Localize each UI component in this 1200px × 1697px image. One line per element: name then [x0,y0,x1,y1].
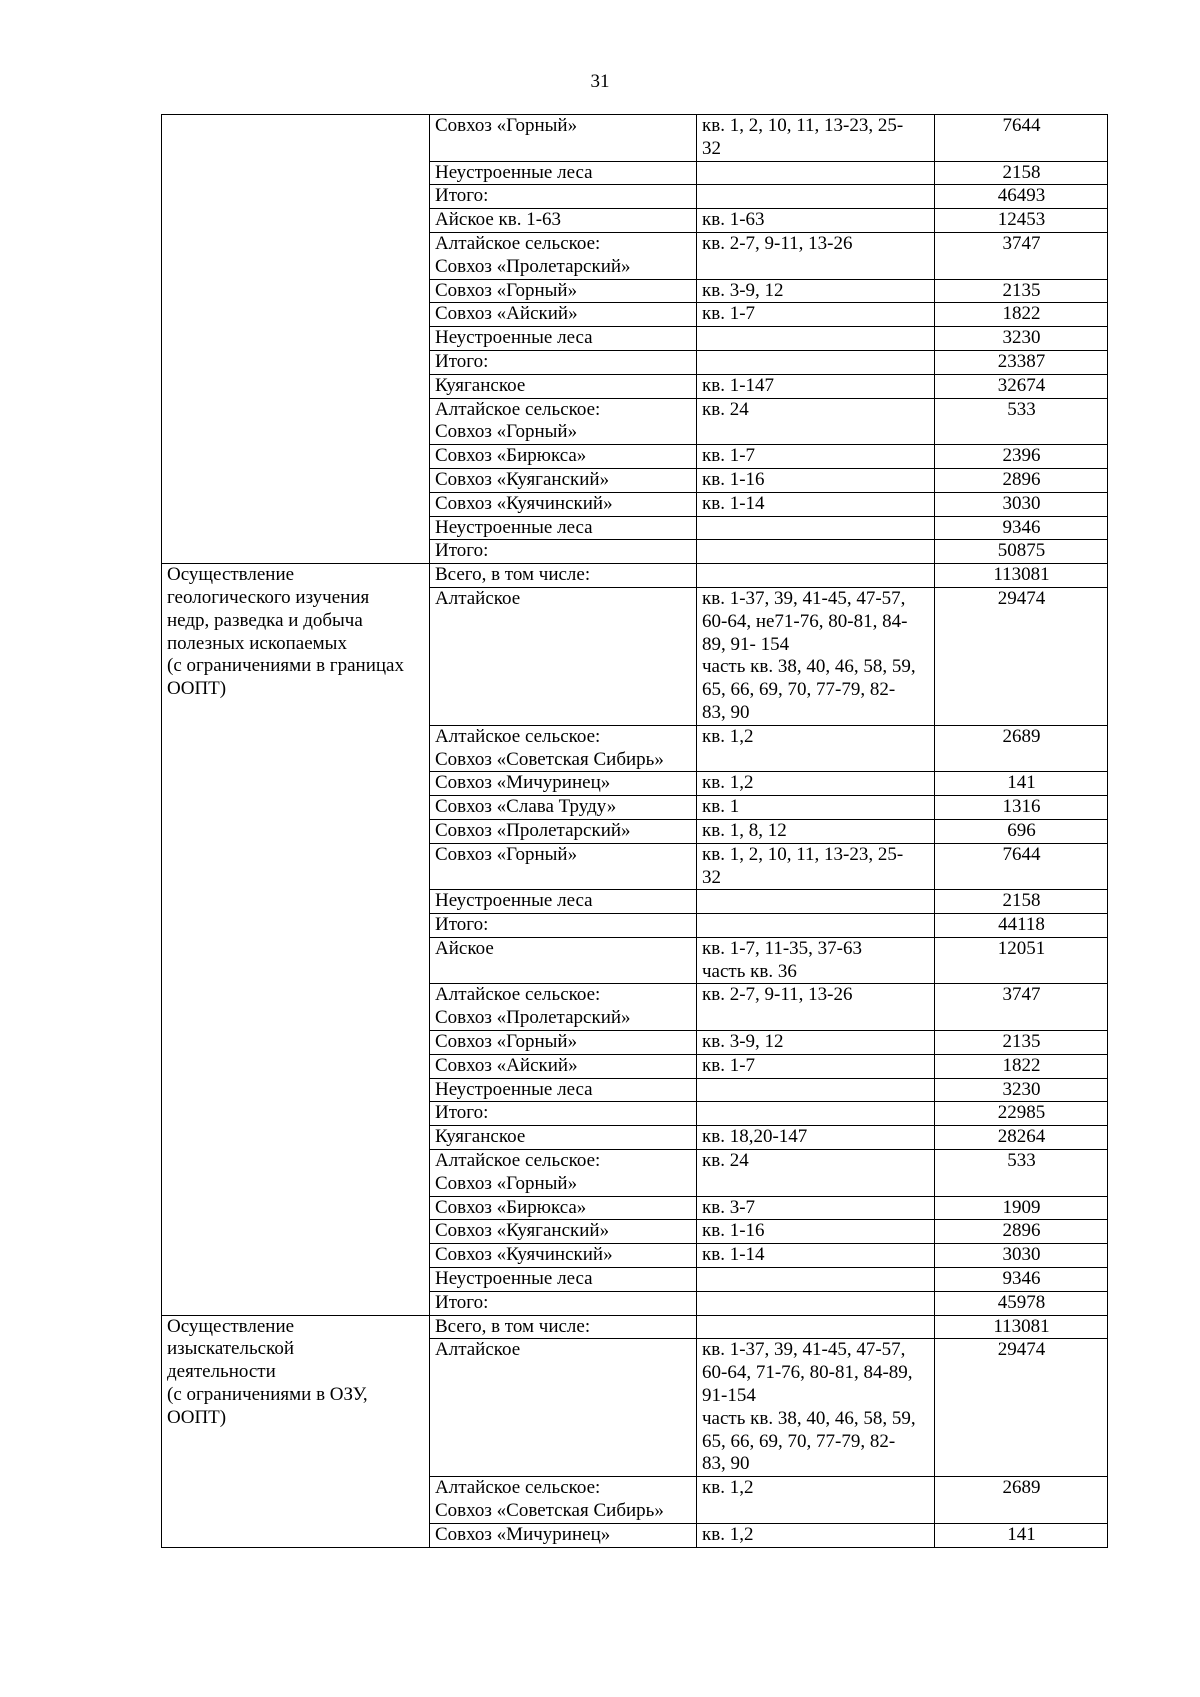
area-cell: 2896 [935,1220,1108,1244]
forestry-name-cell-line: Совхоз «Мичуринец» [435,1523,611,1545]
forestry-name-cell-line: Совхоз «Айский» [435,1054,578,1076]
quarters-cell [697,1339,935,1477]
forestry-name-cell-line: Алтайское [435,587,521,609]
area-cell: 22985 [935,1102,1108,1126]
forestry-name-cell-line: Алтайское сельское: [435,1150,601,1172]
forestry-name-cell [430,725,697,772]
area-cell: 533 [935,398,1108,445]
forestry-name-cell [430,1150,697,1197]
quarters-cell [697,468,935,492]
quarters-cell [697,1102,935,1126]
forestry-name-cell-line: Всего, в том числе: [435,564,591,586]
quarters-cell [697,516,935,540]
area-cell: 1822 [935,303,1108,327]
area-cell: 12051 [935,937,1108,984]
quarters-cell-line: 89, 91- 154 [702,633,790,655]
quarters-cell-line: 65, 66, 69, 70, 77-79, 82- [702,1430,896,1452]
forestry-name-cell-line: Совхоз «Горный» [435,115,578,136]
quarters-cell-line: 32 [702,866,721,888]
forestry-name-cell-line: Совхоз «Айский» [435,303,578,325]
forestry-name-cell-line: Куяганское [435,1126,526,1148]
quarters-cell-line: 65, 66, 69, 70, 77-79, 82- [702,679,896,701]
quarters-cell [697,772,935,796]
quarters-cell [697,1268,935,1292]
forestry-name-cell [430,1291,697,1315]
quarters-cell-line: кв. 3-7 [702,1196,756,1218]
area-cell: 2135 [935,279,1108,303]
area-cell: 1316 [935,796,1108,820]
forestry-name-cell [430,890,697,914]
activity-type-cell-line: геологического изучения [167,586,370,608]
forestry-name-cell-line: Совхоз «Бирюкса» [435,1196,587,1218]
forestry-name-cell [430,1477,697,1524]
forestry-name-cell [430,819,697,843]
quarters-cell-line: кв. 1,2 [702,1477,754,1499]
area-cell: 23387 [935,350,1108,374]
quarters-cell [697,1078,935,1102]
forestry-name-cell [430,209,697,233]
forestry-name-cell [430,185,697,209]
area-cell: 141 [935,772,1108,796]
activity-type-cell-line: недр, разведка и добыча [167,609,363,631]
forestry-name-cell [430,279,697,303]
forestry-name-cell-line: Итого: [435,914,489,936]
activity-type-cell [162,1315,430,1547]
area-cell: 2158 [935,161,1108,185]
quarters-cell [697,819,935,843]
quarters-cell-line: кв. 1,2 [702,772,754,794]
quarters-cell-line: кв. 2-7, 9-11, 13-26 [702,984,853,1006]
area-cell: 44118 [935,914,1108,938]
quarters-cell [697,843,935,890]
area-cell: 12453 [935,209,1108,233]
quarters-cell-line: кв. 1-16 [702,1220,765,1242]
quarters-cell [697,1054,935,1078]
quarters-cell-line: кв. 1-16 [702,468,765,490]
activity-type-cell-line: (с ограничениями в границах [167,655,404,677]
quarters-cell-line: 83, 90 [702,1453,750,1475]
activity-type-cell [162,115,430,564]
forestry-name-cell-line: Итого: [435,1102,489,1124]
forestry-name-cell [430,587,697,725]
quarters-cell-line: 60-64, не71-76, 80-81, 84- [702,610,908,632]
quarters-cell-line: кв. 1-14 [702,1244,765,1266]
area-cell: 28264 [935,1126,1108,1150]
forestry-name-cell-line: Неустроенные леса [435,516,593,538]
forestry-name-cell-line: Совхоз «Горный» [435,279,578,301]
forestry-name-cell [430,564,697,588]
forestry-name-cell [430,1102,697,1126]
quarters-cell [697,1477,935,1524]
forestry-name-cell-line: Совхоз «Пролетарский» [435,819,631,841]
area-cell: 1822 [935,1054,1108,1078]
area-cell: 1909 [935,1196,1108,1220]
forestry-name-cell [430,350,697,374]
forestry-name-cell [430,398,697,445]
area-cell: 2135 [935,1031,1108,1055]
quarters-cell [697,115,935,162]
area-cell: 29474 [935,587,1108,725]
forestry-name-cell-line: Итого: [435,1291,489,1313]
forestry-name-cell-line: Совхоз «Куячинский» [435,492,613,514]
quarters-cell-line: 83, 90 [702,701,750,723]
quarters-cell-line: кв. 1-147 [702,374,775,396]
activity-type-cell-line: изыскательской [167,1338,295,1360]
quarters-cell-line: кв. 1,2 [702,1523,754,1545]
forestry-name-cell-line: Итого: [435,185,489,207]
forestry-name-cell [430,1196,697,1220]
quarters-cell [697,1126,935,1150]
forestry-name-cell [430,232,697,279]
area-cell: 113081 [935,1315,1108,1339]
area-cell: 29474 [935,1339,1108,1477]
table-row [162,115,1108,162]
quarters-cell [697,445,935,469]
table-row [162,564,1108,588]
forestry-name-cell [430,115,697,162]
quarters-cell-line: кв. 1, 8, 12 [702,819,787,841]
forestry-name-cell-line: Неустроенные леса [435,161,593,183]
forestry-name-cell [430,1054,697,1078]
quarters-cell [697,890,935,914]
quarters-cell-line: кв. 1-14 [702,492,765,514]
area-cell: 2396 [935,445,1108,469]
area-cell: 533 [935,1150,1108,1197]
quarters-cell-line: кв. 2-7, 9-11, 13-26 [702,232,853,254]
area-cell: 2896 [935,468,1108,492]
area-cell: 3230 [935,327,1108,351]
quarters-cell-line: кв. 1, 2, 10, 11, 13-23, 25- [702,115,904,136]
forestry-name-cell-line: Совхоз «Горный» [435,843,578,865]
area-cell: 113081 [935,564,1108,588]
quarters-cell-line: кв. 24 [702,1150,749,1172]
quarters-cell [697,161,935,185]
forestry-name-cell-line: Неустроенные леса [435,1078,593,1100]
area-cell: 3230 [935,1078,1108,1102]
forestry-name-cell-line: Алтайское [435,1339,521,1361]
forestry-name-cell-line: Неустроенные леса [435,890,593,912]
quarters-cell-line: кв. 1-37, 39, 41-45, 47-57, [702,1339,906,1361]
quarters-cell [697,327,935,351]
forestry-name-cell [430,1523,697,1547]
area-cell: 3747 [935,984,1108,1031]
area-cell: 141 [935,1523,1108,1547]
quarters-cell-line: кв. 1-7 [702,303,756,325]
quarters-cell [697,398,935,445]
quarters-cell-line: кв. 1, 2, 10, 11, 13-23, 25- [702,843,904,865]
quarters-cell [697,1523,935,1547]
quarters-cell [697,185,935,209]
forestry-name-cell-line: Куяганское [435,374,526,396]
quarters-cell-line: кв. 1-63 [702,209,765,231]
quarters-cell [697,540,935,564]
activity-type-cell-line: ООПТ) [167,1406,227,1428]
table-body [162,115,1108,1548]
forestry-name-cell-line: Совхоз «Горный» [435,1172,578,1194]
area-cell: 7644 [935,115,1108,162]
quarters-cell [697,1244,935,1268]
quarters-cell [697,725,935,772]
quarters-cell-line: кв. 18,20-147 [702,1126,808,1148]
forestry-name-cell [430,374,697,398]
forestry-name-cell-line: Совхоз «Куяганский» [435,1220,610,1242]
area-cell: 2158 [935,890,1108,914]
quarters-cell [697,303,935,327]
quarters-cell-line: 60-64, 71-76, 80-81, 84-89, [702,1362,913,1384]
forestry-name-cell-line: Всего, в том числе: [435,1315,591,1337]
forestry-name-cell [430,516,697,540]
area-cell: 3747 [935,232,1108,279]
forestry-name-cell [430,492,697,516]
forestry-name-cell-line: Совхоз «Пролетарский» [435,255,631,277]
quarters-cell [697,492,935,516]
area-cell: 32674 [935,374,1108,398]
forestry-name-cell [430,914,697,938]
area-cell: 50875 [935,540,1108,564]
area-cell: 696 [935,819,1108,843]
quarters-cell-line: часть кв. 38, 40, 46, 58, 59, [702,656,916,678]
quarters-cell [697,1291,935,1315]
forestry-name-cell [430,772,697,796]
forestry-name-cell-line: Неустроенные леса [435,1268,593,1290]
quarters-cell [697,232,935,279]
forestry-name-cell-line: Совхоз «Слава Труду» [435,796,617,818]
forestry-name-cell-line: Совхоз «Пролетарский» [435,1007,631,1029]
area-cell: 45978 [935,1291,1108,1315]
quarters-cell-line: кв. 1-7 [702,445,756,467]
forestry-name-cell-line: Совхоз «Горный» [435,1031,578,1053]
forestry-name-cell [430,161,697,185]
quarters-cell [697,1220,935,1244]
quarters-cell-line: кв. 1,2 [702,725,754,747]
forestry-name-cell-line: Алтайское сельское: [435,984,601,1006]
activity-type-cell [162,564,430,1316]
activity-type-cell-line: полезных ископаемых [167,632,347,654]
quarters-cell-line: кв. 1-7 [702,1054,756,1076]
forestry-name-cell [430,1268,697,1292]
activity-type-cell-line: Осуществление [167,1315,295,1337]
quarters-cell-line: кв. 3-9, 12 [702,1031,784,1053]
forestry-name-cell [430,843,697,890]
quarters-cell [697,564,935,588]
quarters-cell-line: кв. 1-7, 11-35, 37-63 [702,937,862,959]
forestry-name-cell-line: Совхоз «Советская Сибирь» [435,748,664,770]
forestry-name-cell [430,796,697,820]
activity-type-cell-line: (с ограничениями в ОЗУ, [167,1384,368,1406]
forestry-name-cell-line: Итого: [435,350,489,372]
forestry-name-cell-line: Алтайское сельское: [435,1477,601,1499]
forestry-name-cell-line: Совхоз «Бирюкса» [435,445,587,467]
area-cell: 9346 [935,1268,1108,1292]
area-cell: 3030 [935,1244,1108,1268]
forestry-name-cell-line: Алтайское сельское: [435,725,601,747]
activity-type-cell-line: ООПТ) [167,678,227,700]
area-cell: 7644 [935,843,1108,890]
forestry-name-cell-line: Совхоз «Советская Сибирь» [435,1500,664,1522]
forestry-name-cell [430,1339,697,1477]
area-cell: 3030 [935,492,1108,516]
land-use-table [161,114,1108,1548]
forestry-name-cell [430,937,697,984]
area-cell: 2689 [935,725,1108,772]
forestry-name-cell [430,303,697,327]
forestry-name-cell-line: Айское [435,937,494,959]
quarters-cell-line: кв. 1 [702,796,740,818]
quarters-cell [697,984,935,1031]
quarters-cell-line: кв. 1-37, 39, 41-45, 47-57, [702,587,906,609]
forestry-name-cell-line: Совхоз «Горный» [435,421,578,443]
forestry-name-cell [430,984,697,1031]
quarters-cell [697,914,935,938]
forestry-name-cell-line: Алтайское сельское: [435,232,601,254]
quarters-cell [697,796,935,820]
forestry-name-cell [430,445,697,469]
quarters-cell [697,587,935,725]
quarters-cell-line: кв. 3-9, 12 [702,279,784,301]
quarters-cell [697,1315,935,1339]
quarters-cell [697,937,935,984]
forestry-name-cell [430,1126,697,1150]
quarters-cell [697,1196,935,1220]
forestry-name-cell [430,540,697,564]
quarters-cell-line: часть кв. 38, 40, 46, 58, 59, [702,1407,916,1429]
forestry-name-cell [430,1244,697,1268]
quarters-cell [697,374,935,398]
forestry-name-cell [430,1078,697,1102]
forestry-name-cell-line: Совхоз «Мичуринец» [435,772,611,794]
forestry-name-cell [430,1315,697,1339]
forestry-name-cell [430,327,697,351]
quarters-cell-line: 91-154 [702,1385,756,1407]
area-cell: 9346 [935,516,1108,540]
quarters-cell [697,1031,935,1055]
forestry-name-cell [430,468,697,492]
quarters-cell [697,1150,935,1197]
forestry-name-cell-line: Совхоз «Куяганский» [435,468,610,490]
area-cell: 2689 [935,1477,1108,1524]
quarters-cell [697,279,935,303]
quarters-cell [697,209,935,233]
forestry-name-cell [430,1220,697,1244]
page-number: 31 [590,71,610,92]
forestry-name-cell [430,1031,697,1055]
forestry-name-cell-line: Айское кв. 1-63 [435,209,562,231]
forestry-name-cell-line: Совхоз «Куячинский» [435,1244,613,1266]
forestry-name-cell-line: Алтайское сельское: [435,398,601,420]
area-cell: 46493 [935,185,1108,209]
quarters-cell-line: часть кв. 36 [702,960,797,982]
table-row [162,1315,1108,1339]
forestry-name-cell-line: Неустроенные леса [435,327,593,349]
quarters-cell-line: 32 [702,137,721,159]
quarters-cell [697,350,935,374]
activity-type-cell-line: деятельности [167,1361,276,1383]
activity-type-cell-line: Осуществление [167,564,295,586]
forestry-name-cell-line: Итого: [435,540,489,562]
quarters-cell-line: кв. 24 [702,398,749,420]
